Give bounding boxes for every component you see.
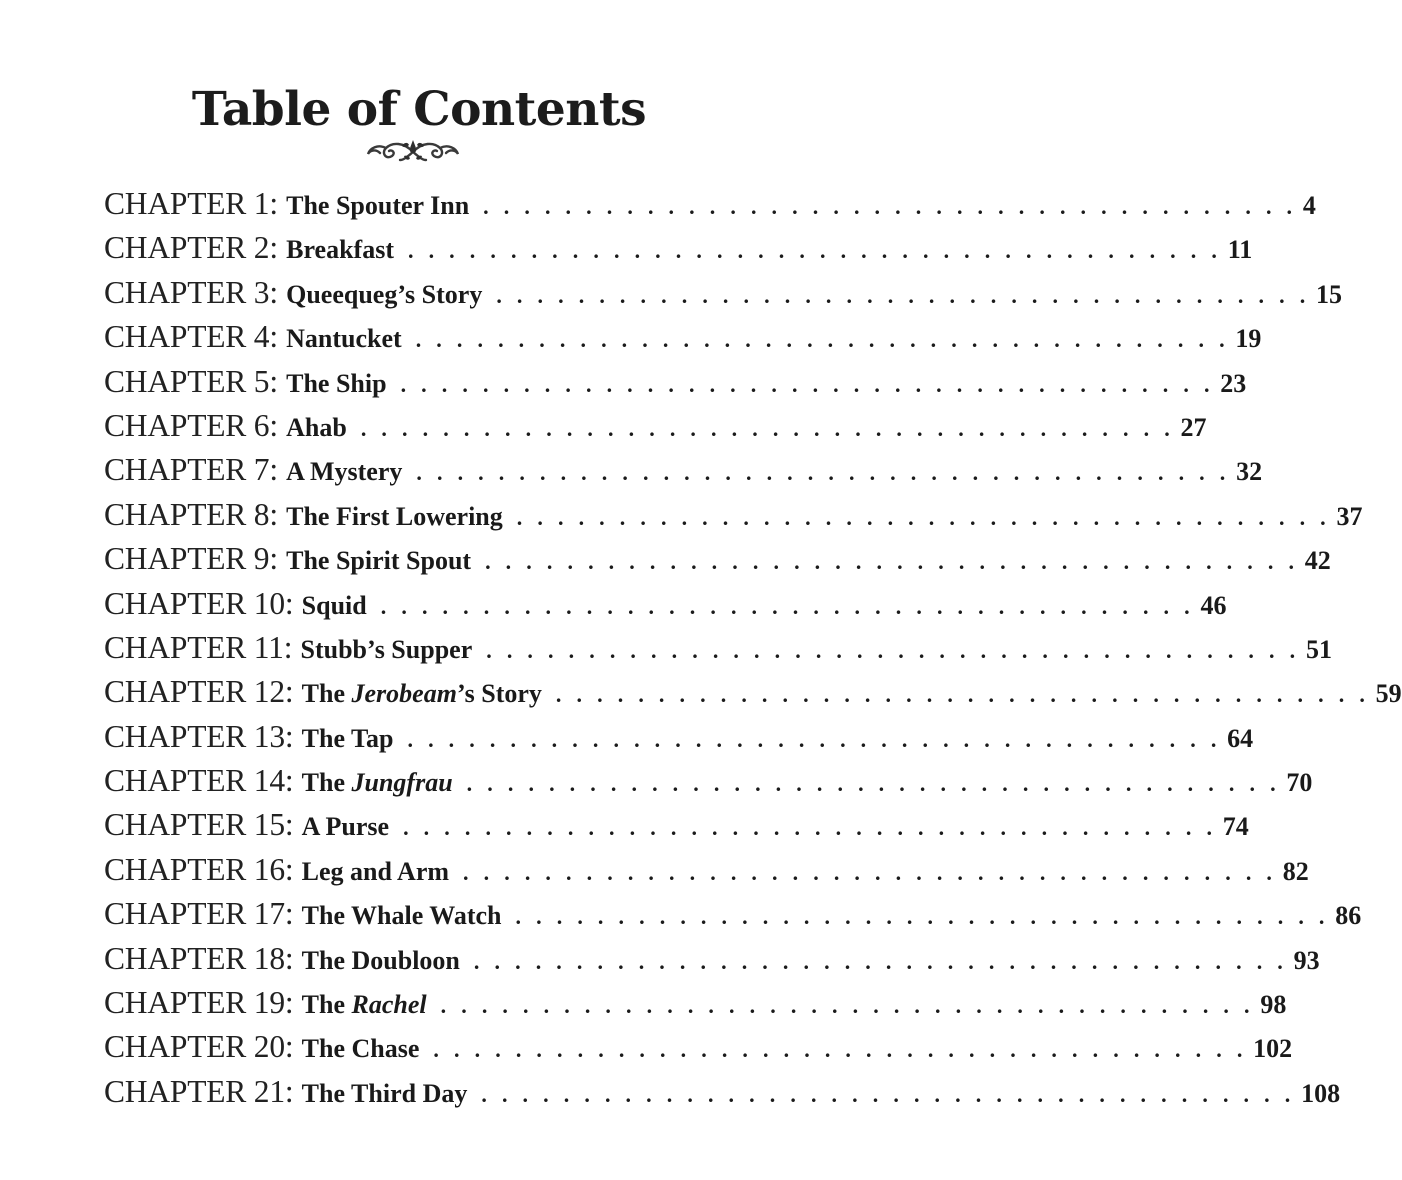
toc-entry — [104, 452, 1263, 496]
chapter-colon: : — [284, 763, 294, 799]
page-number: 19 — [1235, 324, 1262, 354]
dot-leader: . . . . . . . . . . . . . . . . . . . . . . . . . . . . . . . . . . . . . . . . — [407, 238, 1222, 264]
page-number: 98 — [1260, 990, 1287, 1020]
dot-leader: . . . . . . . . . . . . . . . . . . . . . . . . . . . . . . . . . . . . . . . . — [403, 815, 1217, 841]
dot-leader: . . . . . . . . . . . . . . . . . . . . . . . . . . . . . . . . . . . . . . . . — [496, 282, 1311, 308]
chapter-title — [301, 635, 473, 665]
chapter-colon: : — [269, 363, 279, 399]
chapter-title-text: The Spouter Inn — [286, 191, 470, 220]
chapter-title-text: Queequeg’s Story — [286, 279, 483, 309]
toc-entry — [104, 940, 1320, 985]
page-number: 74 — [1222, 812, 1249, 842]
chapter-colon: : — [269, 230, 279, 266]
chapter-title-text: Ahab — [286, 412, 347, 442]
chapter-colon: : — [269, 319, 279, 355]
page-number: 4 — [1302, 191, 1316, 220]
page-title: Table of Contents — [191, 82, 647, 137]
dot-leader: . . . . . . . . . . . . . . . . . . . . . . . . . . . . . . . . . . . . . . . . — [483, 194, 1297, 219]
toc-entry — [104, 629, 1332, 674]
chapter-colon: : — [284, 896, 294, 932]
page-number: 108 — [1301, 1078, 1341, 1108]
chapter-title-text: Nantucket — [286, 324, 402, 354]
page-number: 64 — [1227, 723, 1254, 753]
toc-entry — [104, 319, 1262, 363]
chapter-colon: : — [284, 1073, 294, 1109]
page-number: 23 — [1220, 368, 1247, 398]
chapter-title-ship-name: Rachel — [351, 990, 427, 1020]
dot-leader: . . . . . . . . . . . . . . . . . . . . . . . . . . . . . . . . . . . . . . . . — [416, 460, 1231, 486]
chapter-title-ship-name: Jungfrau — [351, 768, 453, 798]
chapter-title-text: Leg and Arm — [301, 856, 450, 886]
chapter-label: CHAPTER 21 — [104, 1073, 285, 1109]
toc-entry — [104, 674, 1402, 718]
dot-leader: . . . . . . . . . . . . . . . . . . . . . . . . . . . . . . . . . . . . . . . . — [415, 327, 1230, 353]
dot-leader: . . . . . . . . . . . . . . . . . . . . . . . . . . . . . . . . . . . . . . . . — [407, 726, 1222, 752]
chapter-title-text: The First Lowering — [286, 501, 503, 531]
chapter-colon: : — [284, 718, 294, 754]
toc-entry — [104, 807, 1249, 851]
chapter-title — [286, 457, 402, 487]
chapter-label: CHAPTER 15 — [104, 807, 285, 843]
chapter-title — [286, 502, 503, 532]
chapter-label: CHAPTER 19 — [104, 985, 285, 1021]
chapter-title — [286, 413, 347, 443]
dot-leader: . . . . . . . . . . . . . . . . . . . . . . . . . . . . . . . . . . . . . . . . — [486, 637, 1300, 663]
chapter-colon: : — [269, 452, 279, 488]
chapter-label: CHAPTER 4 — [104, 319, 270, 355]
chapter-colon: : — [284, 985, 294, 1021]
chapter-colon: : — [269, 496, 279, 532]
toc-entry — [104, 407, 1207, 452]
chapter-title — [302, 1079, 468, 1109]
chapter-title — [286, 324, 402, 354]
chapter-title — [286, 369, 386, 399]
chapter-title-text: The Ship — [286, 368, 387, 398]
chapter-colon: : — [284, 851, 294, 887]
page-number: 59 — [1375, 679, 1402, 709]
page-number: 27 — [1180, 412, 1207, 442]
chapter-title — [286, 235, 394, 265]
dot-leader: . . . . . . . . . . . . . . . . . . . . . . . . . . . . . . . . . . . . . . . . — [555, 682, 1370, 708]
chapter-title-suffix: ’s Story — [456, 679, 542, 709]
chapter-colon: : — [284, 807, 294, 843]
chapter-title-text: The Whale Watch — [301, 901, 502, 931]
chapter-title — [302, 591, 367, 621]
chapter-label: CHAPTER 20 — [104, 1029, 285, 1065]
toc-entry — [104, 896, 1362, 940]
toc-entry — [104, 230, 1253, 274]
page-number: 51 — [1305, 634, 1332, 664]
dot-leader: . . . . . . . . . . . . . . . . . . . . . . . . . . . . . . . . . . . . . . . . — [463, 859, 1277, 885]
chapter-title-text: The Chase — [301, 1034, 420, 1064]
chapter-title-text: Stubb’s Supper — [300, 634, 473, 664]
chapter-label: CHAPTER 5 — [104, 363, 270, 399]
page-number: 11 — [1227, 235, 1253, 265]
chapter-colon: : — [284, 674, 294, 710]
page-number: 46 — [1200, 590, 1227, 620]
chapter-title — [302, 946, 460, 976]
chapter-label: CHAPTER 14 — [104, 763, 285, 799]
toc-entry — [104, 718, 1254, 763]
chapter-title-text: The — [301, 768, 352, 798]
chapter-title-text: The — [301, 679, 352, 709]
chapter-label: CHAPTER 18 — [104, 940, 285, 976]
chapter-label: CHAPTER 16 — [104, 851, 285, 887]
page-number: 32 — [1236, 457, 1263, 487]
chapter-title-text: The Spirit Spout — [286, 546, 472, 576]
chapter-title-text: The — [301, 990, 352, 1020]
page-number: 42 — [1304, 546, 1331, 576]
chapter-title — [302, 857, 449, 887]
chapter-colon: : — [269, 541, 279, 577]
toc-entry — [104, 1073, 1341, 1118]
dot-leader: . . . . . . . . . . . . . . . . . . . . . . . . . . . . . . . . . . . . . . . . — [380, 593, 1195, 619]
chapter-label: CHAPTER 11 — [104, 629, 284, 665]
chapter-title-text: Squid — [301, 590, 367, 620]
toc-entry — [104, 274, 1343, 319]
chapter-title — [302, 679, 542, 709]
dot-leader: . . . . . . . . . . . . . . . . . . . . . . . . . . . . . . . . . . . . . . . . — [360, 415, 1175, 441]
chapter-title — [286, 191, 469, 221]
chapter-colon: : — [269, 186, 279, 221]
chapter-label: CHAPTER 7 — [104, 452, 270, 488]
chapter-title — [286, 280, 482, 310]
page-number: 86 — [1335, 901, 1362, 931]
dot-leader: . . . . . . . . . . . . . . . . . . . . . . . . . . . . . . . . . . . . . . . . — [400, 371, 1215, 397]
chapter-colon: : — [269, 407, 279, 443]
chapter-label: CHAPTER 8 — [104, 496, 270, 532]
chapter-colon: : — [269, 274, 279, 310]
chapter-label: CHAPTER 10 — [104, 585, 285, 621]
page-number: 93 — [1293, 945, 1320, 975]
chapter-title-ship-name: Jerobeam — [351, 679, 457, 709]
chapter-label: CHAPTER 13 — [104, 718, 285, 754]
dot-leader: . . . . . . . . . . . . . . . . . . . . . . . . . . . . . . . . . . . . . . . . — [466, 771, 1281, 797]
chapter-label: CHAPTER 1 — [104, 186, 270, 221]
toc-entry — [104, 1029, 1293, 1073]
chapter-label: CHAPTER 9 — [104, 541, 270, 577]
toc-entry — [104, 763, 1313, 807]
chapter-title — [286, 546, 471, 576]
toc-entry — [104, 363, 1247, 408]
chapter-colon: : — [283, 629, 293, 665]
scroll-flourish-icon — [364, 138, 462, 166]
page-number: 102 — [1253, 1034, 1293, 1064]
table-of-contents — [104, 186, 1402, 1118]
toc-entry — [104, 186, 1316, 230]
dot-leader: . . . . . . . . . . . . . . . . . . . . . . . . . . . . . . . . . . . . . . . . — [473, 948, 1288, 974]
page-number: 15 — [1316, 279, 1343, 309]
chapter-label: CHAPTER 6 — [104, 407, 270, 443]
chapter-title-text: The Doubloon — [301, 945, 460, 975]
page-number: 37 — [1336, 501, 1363, 531]
chapter-title-text: The Third Day — [301, 1078, 468, 1108]
chapter-title-text: A Purse — [301, 812, 390, 842]
dot-leader: . . . . . . . . . . . . . . . . . . . . . . . . . . . . . . . . . . . . . . . . — [481, 1081, 1296, 1107]
toc-entry — [104, 541, 1331, 585]
toc-entry — [104, 585, 1227, 630]
chapter-label: CHAPTER 17 — [104, 896, 285, 932]
chapter-colon: : — [284, 1029, 294, 1065]
toc-entry — [104, 985, 1287, 1029]
chapter-label: CHAPTER 2 — [104, 230, 270, 266]
chapter-title-text: The Tap — [301, 723, 394, 753]
chapter-title-text: Breakfast — [286, 235, 394, 265]
toc-entry — [104, 496, 1363, 541]
chapter-title — [302, 724, 394, 754]
dot-leader: . . . . . . . . . . . . . . . . . . . . . . . . . . . . . . . . . . . . . . . . — [440, 993, 1255, 1019]
chapter-label: CHAPTER 3 — [104, 274, 270, 310]
dot-leader: . . . . . . . . . . . . . . . . . . . . . . . . . . . . . . . . . . . . . . . . — [433, 1037, 1248, 1063]
chapter-colon: : — [284, 585, 294, 621]
dot-leader: . . . . . . . . . . . . . . . . . . . . . . . . . . . . . . . . . . . . . . . . — [515, 904, 1330, 930]
page-number: 70 — [1286, 768, 1313, 798]
chapter-title-text: A Mystery — [286, 457, 403, 487]
page-number: 82 — [1282, 856, 1309, 886]
dot-leader: . . . . . . . . . . . . . . . . . . . . . . . . . . . . . . . . . . . . . . . . — [516, 504, 1331, 530]
chapter-colon: : — [284, 940, 294, 976]
chapter-title — [302, 901, 502, 931]
chapter-title — [302, 1034, 420, 1064]
chapter-title — [302, 812, 389, 842]
chapter-title — [302, 990, 427, 1020]
dot-leader: . . . . . . . . . . . . . . . . . . . . . . . . . . . . . . . . . . . . . . . . — [485, 549, 1299, 575]
toc-entry — [104, 851, 1309, 896]
chapter-label: CHAPTER 12 — [104, 674, 285, 710]
chapter-title — [302, 768, 453, 798]
